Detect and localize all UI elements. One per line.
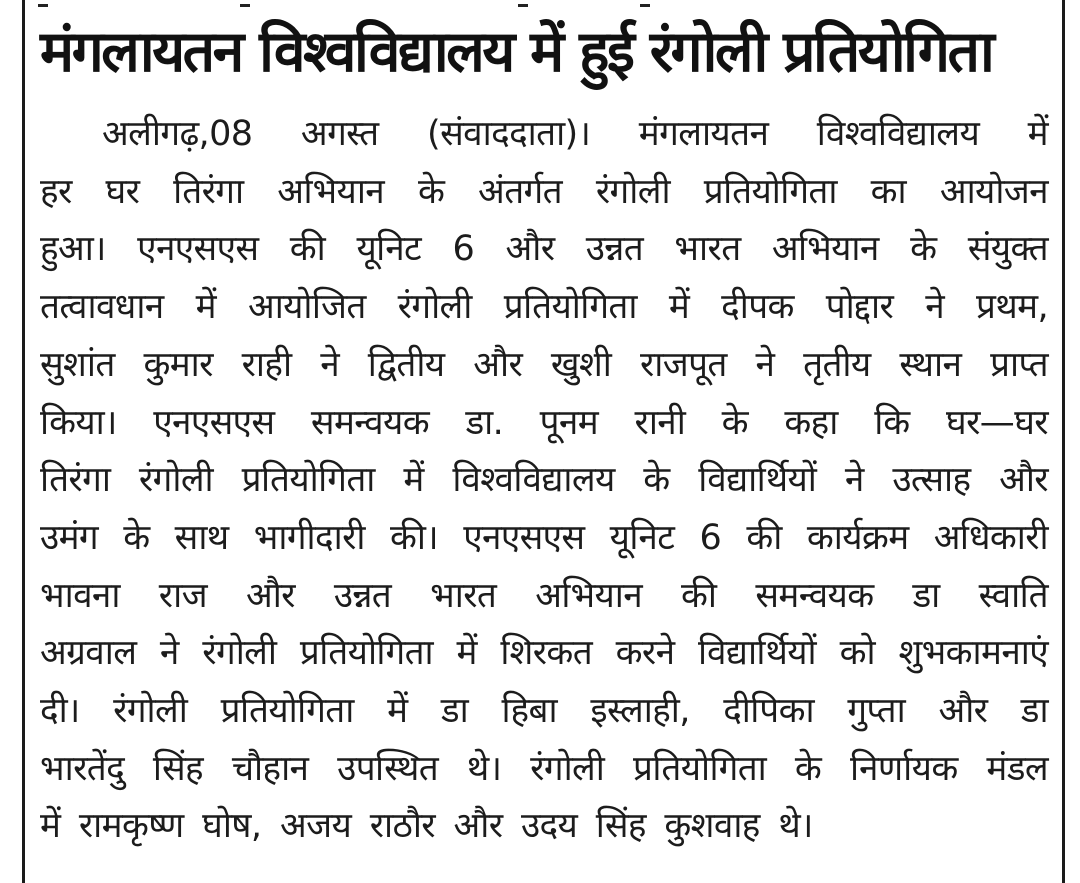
- column-rule-right: [1062, 0, 1065, 883]
- column-rule-left: [22, 0, 25, 883]
- article-line: किया। एनएसएस समन्वयक डा. पूनम रानी के कहा कि घर—घर: [40, 402, 1048, 443]
- article-line: दी। रंगोली प्रतियोगिता में डा हिबा इस्लाही, दीपिका गुप्ता और डा: [40, 691, 1048, 732]
- article-line: उमंग के साथ भागीदारी की। एनएसएस यूनिट 6 की कार्यक्रम अधिकारी: [40, 517, 1048, 558]
- article-line: अग्रवाल ने रंगोली प्रतियोगिता में शिरकत करने विद्यार्थियों को शुभकामनाएं: [40, 633, 1048, 674]
- article-headline: मंगलायतन विश्वविद्यालय में हुई रंगोली प्रतियोगिता: [40, 19, 993, 85]
- article-line: तिरंगा रंगोली प्रतियोगिता में विश्वविद्यालय के विद्यार्थियों ने उत्साह और: [40, 460, 1048, 501]
- article-line: तत्वावधान में आयोजित रंगोली प्रतियोगिता में दीपक पोद्दार ने प्रथम,: [40, 287, 1048, 328]
- article-line: भारतेंदु सिंह चौहान उपस्थित थे। रंगोली प्रतियोगिता के निर्णायक मंडल: [40, 748, 1048, 789]
- article-body: [40, 106, 1048, 856]
- article-line: भावना राज और उन्नत भारत अभियान की समन्वयक डा स्वाति: [40, 575, 1048, 616]
- article-line: में रामकृष्ण घोष, अजय राठौर और उदय सिंह कुशवाह थे।: [40, 806, 813, 847]
- article-line: अलीगढ़,08 अगस्त (संवाददाता)। मंगलायतन विश्वविद्यालय में: [102, 114, 1048, 154]
- cut-off-previous-line: [30, 0, 1060, 8]
- article-line: सुशांत कुमार राही ने द्वितीय और खुशी राजपूत ने तृतीय स्थान प्राप्त: [40, 344, 1048, 385]
- article-line: हर घर तिरंगा अभियान के अंतर्गत रंगोली प्रतियोगिता का आयोजन: [40, 171, 1048, 212]
- article-line: हुआ। एनएसएस की यूनिट 6 और उन्नत भारत अभियान के संयुक्त: [40, 229, 1048, 270]
